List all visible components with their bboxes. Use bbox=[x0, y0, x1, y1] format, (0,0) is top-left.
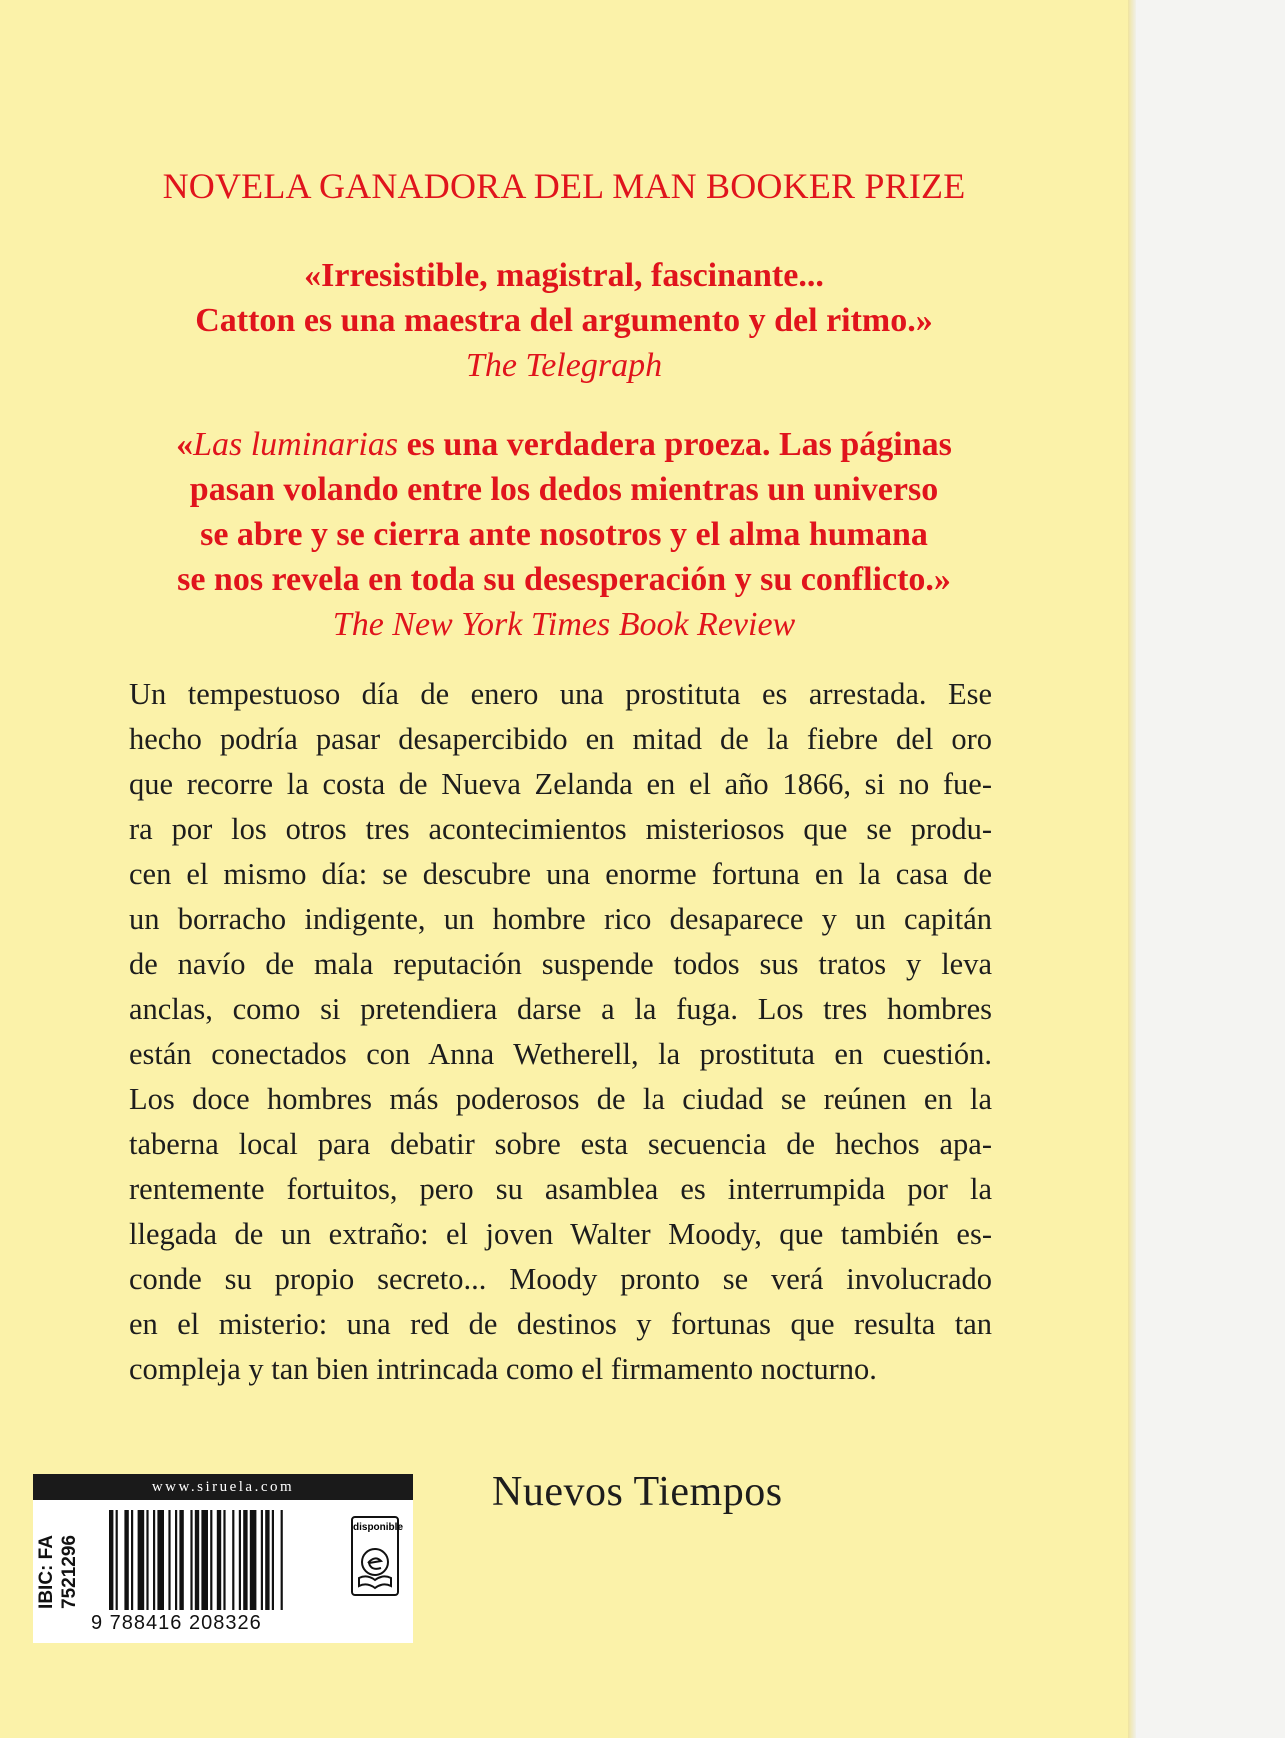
ibic-line: 7521296 bbox=[59, 1535, 80, 1609]
barcode-bar bbox=[272, 1510, 274, 1610]
synopsis-line: rentemente fortuitos, pero su asamblea es interrumpida por la bbox=[129, 1172, 992, 1206]
barcode-bar bbox=[190, 1510, 192, 1610]
synopsis-line: llegada de un extraño: el joven Walter Moody, que también es- bbox=[129, 1217, 992, 1251]
barcode-bar bbox=[175, 1510, 177, 1610]
barcode-bar bbox=[281, 1510, 283, 1610]
synopsis-line: conde su propio secreto... Moody pronto se verá involucrado bbox=[129, 1262, 992, 1296]
quote-line: «Las luminarias es una verdadera proeza. Las páginas bbox=[176, 426, 952, 463]
synopsis-line: cen el mismo día: se descubre una enorme fortuna en la casa de bbox=[129, 857, 992, 891]
ebook-e-icon bbox=[357, 1542, 393, 1590]
barcode-bar bbox=[146, 1510, 148, 1610]
barcode-bar bbox=[168, 1510, 170, 1610]
quote-line: «Irresistible, magistral, fascinante... bbox=[304, 257, 824, 294]
barcode-bar bbox=[153, 1510, 155, 1610]
barcode-bar bbox=[232, 1510, 234, 1610]
synopsis-line: Los doce hombres más poderosos de la ciudad se reúnen en la bbox=[129, 1082, 992, 1116]
synopsis-line: ra por los otros tres acontecimientos misteriosos que se produ- bbox=[129, 812, 992, 846]
barcode-icon bbox=[109, 1510, 329, 1610]
collection-name: Nuevos Tiempos bbox=[492, 1469, 783, 1515]
quote-source: The New York Times Book Review bbox=[332, 606, 796, 643]
synopsis-line: taberna local para debatir sobre esta secuencia de hechos apa- bbox=[129, 1127, 992, 1161]
ebook-badge bbox=[351, 1516, 403, 1596]
barcode-bar bbox=[265, 1510, 269, 1610]
synopsis-line: que recorre la costa de Nueva Zelanda en el año 1866, si no fue- bbox=[129, 767, 992, 801]
quote-line: Catton es una maestra del argumento y del ritmo.» bbox=[195, 302, 933, 339]
publisher-url: www.siruela.com bbox=[33, 1474, 413, 1500]
book-title: Las luminarias bbox=[193, 426, 399, 463]
barcode-bar bbox=[261, 1510, 263, 1610]
barcode-bar bbox=[179, 1510, 183, 1610]
quote-line: pasan volando entre los dedos mientras un universo bbox=[189, 471, 939, 508]
barcode-bar bbox=[210, 1510, 212, 1610]
barcode-bar bbox=[217, 1510, 221, 1610]
prize-headline: NOVELA GANADORA DEL MAN BOOKER PRIZE bbox=[162, 166, 966, 206]
ebook-label: disponible bbox=[353, 1522, 403, 1533]
barcode-panel bbox=[33, 1474, 413, 1643]
quote-telegraph bbox=[0, 253, 1128, 388]
ean-number: 9 788416 208326 bbox=[91, 1612, 262, 1634]
synopsis bbox=[129, 672, 992, 1392]
barcode-bar bbox=[138, 1510, 145, 1610]
barcode-bar bbox=[157, 1510, 164, 1610]
quote-source: The Telegraph bbox=[465, 347, 663, 384]
barcode-bar bbox=[223, 1510, 225, 1610]
synopsis-line: hecho podría pasar desapercibido en mitad de la fiebre del oro bbox=[129, 722, 992, 756]
barcode-bar bbox=[250, 1510, 257, 1610]
quote-nyt bbox=[0, 422, 1128, 647]
ibic-line: IBIC: FA bbox=[36, 1535, 57, 1609]
synopsis-line: anclas, como si pretendiera darse a la fuga. Los tres hombres bbox=[129, 992, 992, 1026]
barcode-bar bbox=[201, 1510, 208, 1610]
quote-line: se abre y se cierra ante nosotros y el alma humana bbox=[200, 516, 928, 553]
cover-edge bbox=[1128, 0, 1136, 1738]
barcode-bar bbox=[239, 1510, 241, 1610]
barcode-bar bbox=[124, 1510, 128, 1610]
synopsis-line: en el misterio: una red de destinos y fortunas que resulta tan bbox=[129, 1307, 992, 1341]
barcode-bar bbox=[109, 1510, 113, 1610]
quote-line-rest: es una verdadera proeza. Las páginas bbox=[398, 426, 952, 463]
barcode-bar bbox=[131, 1510, 133, 1610]
quote-line: se nos revela en toda su desesperación y su conflicto.» bbox=[177, 561, 951, 598]
synopsis-line: compleja y tan bien intrincada como el firmamento nocturno. bbox=[129, 1352, 877, 1386]
synopsis-line: Un tempestuoso día de enero una prostituta es arrestada. Ese bbox=[129, 677, 992, 711]
synopsis-line: un borracho indigente, un hombre rico desaparece y un capitán bbox=[129, 902, 992, 936]
synopsis-line: de navío de mala reputación suspende todos sus tratos y leva bbox=[129, 947, 992, 981]
barcode-bar bbox=[116, 1510, 118, 1610]
ibic-code bbox=[35, 1504, 85, 1640]
synopsis-line: están conectados con Anna Wetherell, la prostituta en cuestión. bbox=[129, 1037, 992, 1071]
barcode-bar bbox=[243, 1510, 247, 1610]
barcode-bar bbox=[195, 1510, 199, 1610]
